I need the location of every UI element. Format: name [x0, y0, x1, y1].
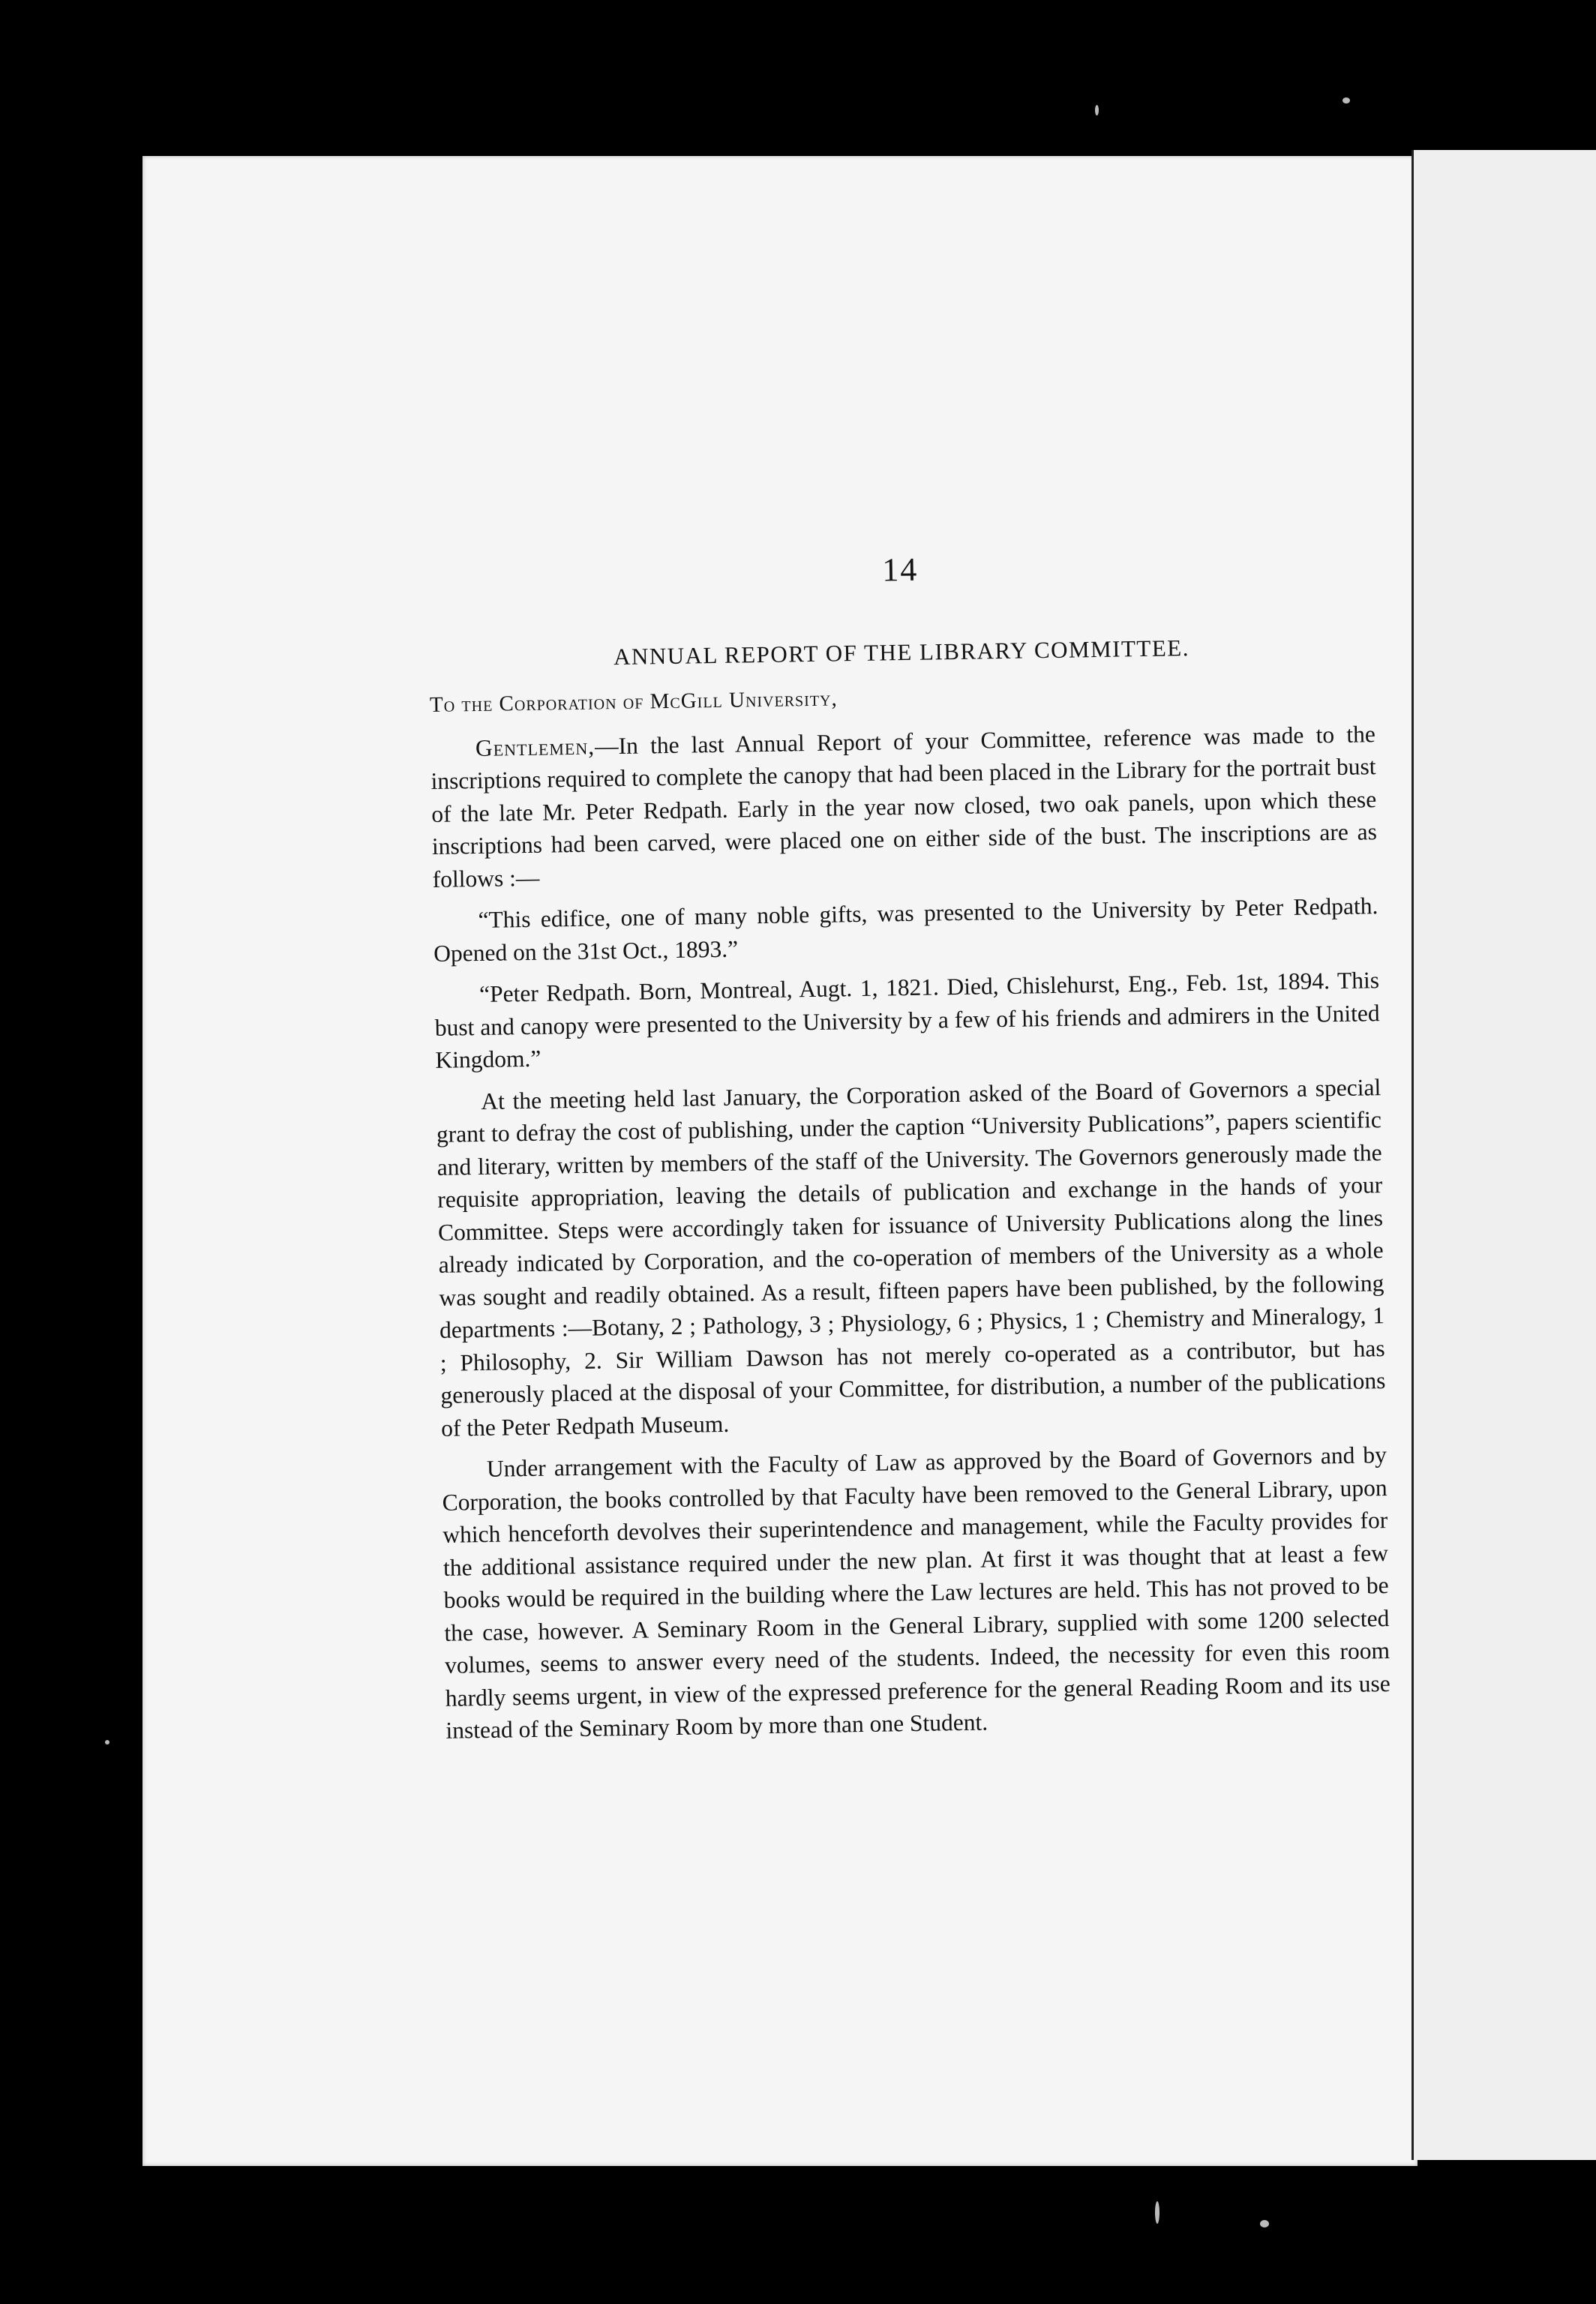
salutation: To the Corporation of McGill University,: [429, 686, 838, 717]
paragraph-lead: Gentlemen,: [475, 733, 596, 761]
paragraph-law-library: Under arrangement with the Faculty of Law as approved by the Board of Governors and by Corporation, the books controlled by that Faculty have been removed to the General Library, upon which henceforth devolves their superintendence and management, while the Faculty provides for the additional assistance required under the new plan. At first it was thought that at least a few books would be required in the building where the Law lectures are held. This has not proved to be the case, however. A Seminary Room in the General Library, supplied with some 1200 selected volumes, seems to answer every need of the students. Indeed, the necessity for even this room hardly seems urgent, in view of the expressed preference for the general Reading Room and its use instead of the Seminary Room by more than one Student.: [442, 1442, 1390, 1744]
paragraph-text: —In the last Annual Report of your Committee, reference was made to the inscriptions required to complete the canopy that had been placed in the Library for the portrait bust of the late Mr. Peter Redpath. Early in the year now closed, two oak panels, upon which these inscriptions had been carved, were placed one on either side of the bust. The inscriptions are as follows :—: [430, 720, 1378, 892]
page-number: 14: [881, 550, 919, 589]
scan-speck: [105, 1740, 110, 1744]
report-heading: ANNUAL REPORT OF THE LIBRARY COMMITTEE.: [613, 634, 1190, 670]
adjacent-page-edge: [1412, 150, 1596, 2160]
page-content: [428, 546, 1391, 1756]
inscription-1: “This edifice, one of many noble gifts, was presented to the University by Peter Redpath. Opened on the 31st Oct., 1893.”: [433, 892, 1378, 967]
scan-speck: [1342, 98, 1350, 104]
paragraph-gentlemen: [430, 718, 1378, 896]
paragraph-publications: At the meeting held last January, the Corporation asked of the Board of Governors a special grant to defray the cost of publishing, under the caption “University Publications”, papers scientific and literary, written by members of the staff of the University. The Governors generously made the requisite appropriation, leaving the details of publication and exchange in the hands of your Committee. Steps were accordingly taken for issuance of University Publications along the lines already indicated by Corporation, and the co-operation of members of the University as a whole was sought and readily obtained. As a result, fifteen papers have been published, by the following departments :—Botany, 2 ; Pathology, 3 ; Physiology, 6 ; Physics, 1 ; Chemistry and Mineralogy, 1 ; Philosophy, 2. Sir William Dawson has not merely co-operated as a contributor, but has generously placed at the disposal of your Committee, for distribution, a number of the publications of the Peter Redpath Museum.: [436, 1073, 1386, 1442]
scan-speck: [1095, 105, 1099, 116]
inscription-2: “Peter Redpath. Born, Montreal, Augt. 1, 1821. Died, Chislehurst, Eng., Feb. 1st, 1894. This bust and canopy were presented to the University by a few of his friends and admirers in the United Kingdom.”: [434, 967, 1380, 1073]
scan-speck: [1155, 2201, 1160, 2224]
scan-speck: [1260, 2220, 1269, 2228]
document-page: [142, 156, 1418, 2166]
